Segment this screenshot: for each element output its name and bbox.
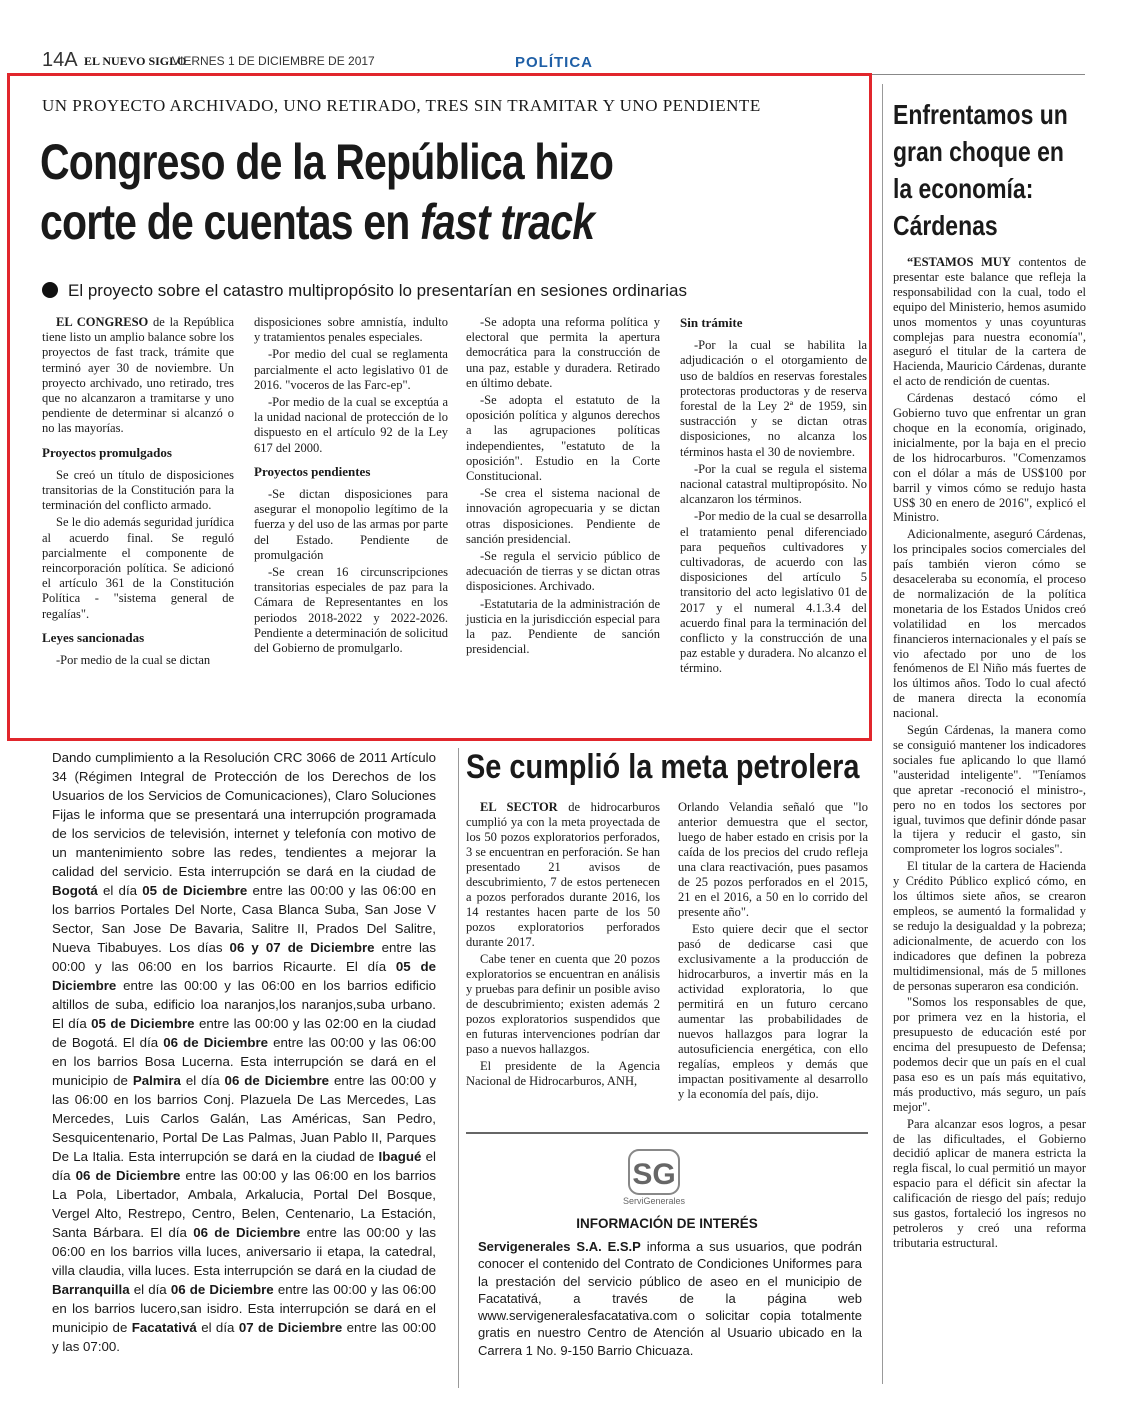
sidebar-article-body [893,255,1086,1253]
paragraph: -Se adopta el estatuto de la oposición política y algunos derechos a las agrupaciones políticas independientes, "estatuto de la oposición". Estudio en la Corte Constitucional. [466,393,660,484]
paragraph: de la República tiene listo un amplio balance sobre los proyectos de fast track, trámite que terminó ayer 30 de noviembre. Un proyecto archivado, uno retirado, tres que no alcanzaron a tramitarse y uno pendiente de determinar si alcanzó o no las mayorías. [42,315,235,436]
headline-text: Congreso de la República hizo corte de cuentas en [40,134,614,250]
petro-headline: Se cumplió la meta petrolera [466,748,860,786]
article-kicker: UN PROYECTO ARCHIVADO, UNO RETIRADO, TRES SIN TRAMITAR Y UNO PENDIENTE [42,96,761,115]
paragraph: -Se adopta una reforma política y electoral que permita la apertura democrática para la construcción de una paz, estable y duradera. Retirado en último debate. [466,315,660,390]
paragraph: Según Cárdenas, la manera como se consiguió mantener los indicadores sociales fue aplicando lo que llamó "austeridad inteligente". "Teníamos que apretar -reconoció el ministro-, pero no en todos los sectores por igual, tuvimos que definir dónde pasar la tijera y reducir el gasto, sin comprometer los logros sociales". [893,723,1086,857]
lead-in: “ESTAMOS MUY [907,255,1011,269]
svg-text:SG: SG [632,1158,676,1191]
paragraph: Orlando Velandia señaló que "lo anterior demuestra que el sector, luego de haber estado en crisis por la caída de los precios del crudo refleja una clara reactivación, pues pasamos de 25 pozos perforados en el 2015, 21 en el 2016, a 50 en lo corrido del presente año". [678,800,868,919]
info-text: informa a sus usuarios, que podrán conocer el contenido del Contrato de Condiciones Uniformes para la prestación del servicio público de aseo en el municipio de Facatativá, a través de la página web www.servigeneralesfacatativa.com o solicitar copia totalmente gratis en nuestro Centro de Atención al Usuario ubicado en la Carrera 1 No. 9-150 Barrio Chicuaza. [478,1239,862,1358]
column-divider [882,84,883,1384]
paragraph: Se creó un título de disposiciones transitorias de la Constitución para la terminación del conflicto armado. [42,467,234,513]
paragraph: de hidrocarburos cumplió ya con la meta proyectada de los 50 pozos exploratorios perforados, 3 se encuentran en perforación. Se han presentado 21 avisos de descubrimiento, 7 de estos pertenecen a pozos perforados durante 2016, los 14 restantes hacen parte de los 50 pozos exploratorios perforados durante 2017. [466,800,660,949]
company-name: Servigenerales S.A. E.S.P [478,1239,641,1254]
paragraph: -Se crean 16 circunscripciones transitorias especiales de paz para la Cámara de Representantes en los periodos 2018-2022 y 2022-2026. Pendiente a determinación de solicitud del Gobierno de promulgarlo. [254,565,448,656]
column-divider [458,748,459,1388]
paragraph: El presidente de la Agencia Nacional de Hidrocarburos, ANH, [466,1059,660,1088]
subheading: Leyes sancionadas [42,629,145,645]
paragraph: -Por medio del cual se reglamenta parcialmente el acto legislativo 01 de 2016. "voceros de las Farc-ep". [254,347,448,392]
lead-in: EL CONGRESO [56,315,149,329]
paragraph: -Se dictan disposiciones para asegurar el monopolio legítimo de la fuerza y del uso de las armas por parte del Estado. Pendiente de promulgación [254,487,448,562]
highlight-frame [7,73,872,741]
paragraph: -Se regula el servicio público de adecuación de tierras y se dictan otras disposiciones. Archivado. [466,549,660,594]
paragraph: disposiciones sobre amnistía, indulto y tratamientos penales especiales. [254,315,448,345]
paragraph: "Somos los responsables de que, por primera vez en la historia, el presupuesto de educación esté por encima del presupuesto de Defensa; podemos decir que un país en el cual pasa eso es un país más equitativo, más productivo, más seguro, un país mejor". [893,995,1086,1114]
paragraph: -Por la cual se habilita la adjudicación o el otorgamiento de uso de baldíos en reservas forestales protectoras productoras y de reserva forestal de la Ley 2ª de 1959, sin sustracción y se dictan otras disposiciones, no alcanza los términos hasta el 30 de noviembre. [680,338,867,459]
paragraph: Adicionalmente, aseguró Cárdenas, los principales socios comerciales del país también vieron cómo se desaceleraba su economía, el proceso de normalización de la política monetaria de los Estados Unidos creó volatilidad en los mercados financieros internacionales y el país se vio afectado por uno de los fenómenos de El Niño más fuertes de los últimos años. Todo lo cual afectó de manera directa la economía nacional. [893,527,1086,721]
info-body [478,1238,862,1359]
subheading: Proyectos pendientes [254,463,371,479]
paragraph: -Se crea el sistema nacional de innovación agropecuaria y se dictan otras disposiciones. Pendiente de sanción presidencial. [466,486,660,546]
paragraph: Cárdenas destacó cómo el Gobierno tuvo que enfrentar un gran choque en la economía, originado, inicialmente, por la baja en el precio de los hidrocarburos. "Comenzamos con el dólar a más de US$100 por barril y vimos cómo se redujo hasta US$ 30 en enero de 2016", explicó el Ministro. [893,391,1086,525]
headline-italic: fast track [420,194,595,250]
paragraph: -Por medio de la cual se desarrolla el tratamiento penal diferenciado para pequeños cultivadores y cultivadoras, de acuerdo con las disposiciones del artículo 5 transitorio del acto legislativo 01 de 2017 y el numeral 4.1.3.4 del acuerdo final para la terminación del conflicto y la construcción de una paz estable y duradera. No alcanzo el término. [680,509,867,676]
lead-in: EL SECTOR [480,800,558,814]
info-title: INFORMACIÓN DE INTERÉS [576,1216,758,1231]
paragraph: contentos de presentar este balance que refleja la responsabilidad con la cual, todo el equipo del Ministerio, hemos asumido unos momentos y unas coyunturas complejas para nuestra economía", aseguró el titular de la cartera de Hacienda, Mauricio Cárdenas, durante el acto de rendición de cuentas. [893,255,1086,389]
logo-text: ServiGenerales [622,1196,686,1206]
paragraph: Esto quiere decir que el sector pasó de dedicarse casi que exclusivamente a la producción de hidrocarburos, a invertir más en la actividad exploratoria, lo que permitirá en un futuro cercano aumentar las probabilidades de nuevos hallazgos para lograr la autosuficiencia energética, con ello regalías, empleos y demás que impactan positivamente al desarrollo y la economía del país, dijo. [678,922,868,1101]
sidebar-headline: Enfrentamos un gran choque en la economía: Cárdenas [893,99,1068,241]
paragraph: -Por la cual se regula el sistema nacional catastral multipropósito. No alcanzaron los términos. [680,461,867,507]
paragraph: -Por medio de la cual se exceptúa a la unidad nacional de protección de lo dispuesto en el artículo 92 de la Ley 617 del 2000. [254,395,448,455]
paragraph: Se le dio además seguridad jurídica al acuerdo final. Se reguló parcialmente el componente de reincorporación política. Se adicionó el artículo 361 de la Constitución Política - "sistema general de regalías". [42,515,234,621]
newspaper-name: EL NUEVO SIGLO [84,54,187,68]
paragraph: El titular de la cartera de Hacienda y Crédito Público explicó cómo, en los últimos siete años, se crearon empleos, se aumentó la formalidad y se redujo la desigualdad y la pobreza; adicionalmente, de acuerdo con los indicadores que definen la pobreza multidimensional, más de 5 millones de personas superaron esa condición. [893,859,1086,993]
paragraph: -Estatutaria de la administración de justicia en la jurisdicción especial para la paz. Pendiente de sanción presidencial. [466,596,660,657]
subheading: Sin trámite [680,315,743,330]
section-name: POLÍTICA [515,54,593,71]
subheading: Proyectos promulgados [42,444,172,460]
paragraph: Cabe tener en cuenta que 20 pozos exploratorios se encuentran en análisis y pruebas para definir un posible aviso de descubrimiento; existen además 2 pozos exploratorios suspendidos que en futuras intervenciones podrían dar paso a nuevos hallazgos. [466,952,660,1056]
subhead-text: El proyecto sobre el catastro multipropósito lo presentarían en sesiones ordinarias [68,281,687,300]
servigenerales-logo-icon [613,1148,695,1210]
issue-date: VIERNES 1 DE DICIEMBRE DE 2017 [172,54,375,68]
paragraph: Para alcanzar esos logros, a pesar de las dificultades, el Gobierno decidió aplicar de manera estricta la regla fiscal, lo cual permitió un mayor espacio para el déficit sin afectar la calificación de riesgo del país; redujo sus gastos, fortaleció los ingresos no petroleros y creó una reforma tributaria estructural. [893,1116,1086,1250]
service-interruption-notice: Dando cumplimiento a la Resolución CRC 3066 de 2011 Artículo 34 (Régimen Integral de Protección de los Derechos de los Usuarios de los Servicios de Comunicaciones), Claro Soluciones Fijas le informa que se presentará una interrupción programada de los servicios de televisión, internet y telefonía con motivo de un mantenimiento sobre las redes, tendientes a mejorar la calidad del servicio. Esta interrupción se dará en la ciudad de Bogotá el día 05 de Diciembre entre las 00:00 y las 06:00 en los barrios Portales Del Norte, Casa Blanca Suba, San Jose V Sector, San Jose De Bavaria, Salitre II, Prados Del Salitre, Nueva Tibabuyes. Los días 06 y 07 de Diciembre entre las 00:00 y las 06:00 en los barrios Ricaurte. El día 05 de Diciembre entre las 00:00 y las 06:00 en los barrios edificio altillos de suba, edificio loa naranjos,los naranjos,suba urbano. El día 05 de Diciembre entre las 00:00 y las 02:00 en la ciudad de Bogotá. El día 06 de Diciembre entre las 00:00 y las 06:00 en los barrios Bosa Lucerna. Esta interrupción se dará en el municipio de Palmira el día 06 de Diciembre entre las 00:00 y las 06:00 en los barrios Conj. Plazuela De Las Mercedes, Las Mercedes, Luis Carlos Galán, Las Américas, San Pedro, Sesquicentenario, Portal De Las Palmas, Juan Pablo II, Parques De La Italia. Esta interrupción se dará en la ciudad de Ibagué el día 06 de Diciembre entre las 00:00 y las 06:00 en los barrios La Pola, Libertador, Ambala, Arkalucia, Portal Del Bosque, Vergel Alto, Restrepo, Centro, Belen, Centenario, La Estación, Santa Bárbara. El día 06 de Diciembre entre las 00:00 y las 06:00 en los barrios villa luces, aniversario ii etapa, la catedral, villa claudia, villa luces. Esta interrupción se dará en la ciudad de Barranquilla el día 06 de Diciembre entre las 00:00 y las 06:00 en los barrios lucero,san isidro. Esta interrupción se dará en el municipio de Facatativá el día 07 de Diciembre entre las 00:00 y las 07:00. [52,750,437,1354]
petro-column-2 [678,800,868,1104]
page-number: 14A [42,49,78,71]
petro-column-1 [466,800,660,1091]
paragraph: -Por medio de la cual se dictan [56,653,211,668]
